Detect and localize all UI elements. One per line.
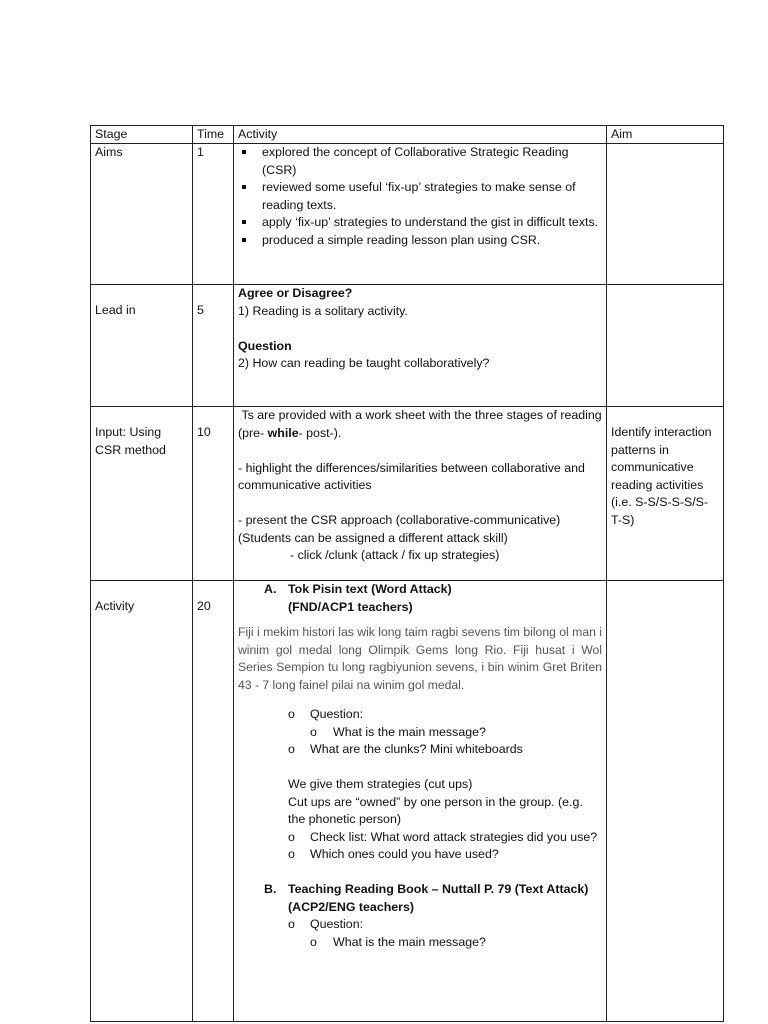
- tok-pisin-passage: Fiji i mekim histori las wik long taim ragbi sevens tim bilong ol man i winim gol medal long Olimpik Gems long Rio. Fiji husat i Wol Series Sempion tu long ragbiyunion sevens, i bin winim Gret Briten 43 - 7 long fainel pilai na winim gol medal.: [238, 625, 602, 692]
- activity-aim: [607, 581, 724, 1022]
- aims-bullet-item: produced a simple reading lesson plan using CSR.: [238, 232, 602, 250]
- o-bullet: o: [288, 707, 295, 721]
- input-line-4: - click /clunk (attack / fix up strategies): [290, 548, 500, 562]
- lead-in-line-2: 2) How can reading be taught collaboratively?: [238, 356, 490, 370]
- input-time: 10: [193, 407, 234, 581]
- section-a-title-text: Tok Pisin text (Word Attack): [288, 582, 452, 596]
- activity-time: 20: [193, 581, 234, 1022]
- o-bullet: o: [310, 724, 317, 739]
- lead-in-activity: [234, 285, 607, 407]
- main-message-question: What is the main message?: [333, 934, 486, 949]
- which-ones-question: Which ones could you have used?: [310, 847, 499, 861]
- agree-disagree-heading: Agree or Disagree?: [238, 286, 353, 300]
- list-item: [238, 916, 602, 934]
- aims-aim: [607, 144, 724, 285]
- question-heading: Question: [238, 338, 292, 353]
- question-label: Question:: [310, 917, 364, 931]
- list-item: [238, 706, 602, 724]
- aims-bullet-item: reviewed some useful ‘fix-up’ strategies to make sense of reading texts.: [238, 179, 602, 214]
- aims-bullet-item: apply ‘fix-up’ strategies to understand the gist in difficult texts.: [238, 214, 602, 232]
- header-row: [91, 126, 724, 144]
- header-stage: Stage: [91, 126, 193, 144]
- o-bullet: o: [288, 742, 295, 756]
- lead-in-aim: [607, 285, 724, 407]
- o-bullet: o: [288, 917, 295, 931]
- o-bullet: o: [310, 934, 317, 949]
- checklist-question: Check list: What word attack strategies did you use?: [310, 829, 598, 844]
- checklist: [238, 829, 602, 864]
- strategies-line-1: We give them strategies (cut ups): [288, 777, 473, 791]
- input-line-1: [238, 407, 606, 442]
- section-b-subtitle: (ACP2/ENG teachers): [288, 899, 415, 914]
- input-activity: [234, 407, 607, 581]
- aims-bullet-item: explored the concept of Collaborative Strategic Reading (CSR): [238, 144, 602, 179]
- input-line-1-post: - post-).: [298, 425, 342, 440]
- header-aim: Aim: [607, 126, 724, 144]
- section-b-title: [238, 881, 602, 899]
- header-activity: Activity: [234, 126, 607, 144]
- section-a-letter: A.: [264, 582, 277, 596]
- input-line-2: - highlight the differences/similarities between collaborative and communicative activities: [238, 460, 585, 492]
- section-a-title: [238, 581, 602, 599]
- activity-row: [91, 581, 724, 1022]
- input-line-3: - present the CSR approach (collaborative-communicative) (Students can be assigned a different attack skill): [238, 513, 561, 545]
- aims-time: 1: [193, 144, 234, 285]
- lesson-plan-table: [90, 125, 724, 1022]
- aims-row: [91, 144, 724, 285]
- aims-stage: Aims: [91, 144, 193, 285]
- input-aim-text: Identify interaction patterns in communicative reading activities (i.e. S-S/S-S-S/S-T-S): [611, 425, 712, 527]
- lead-in-stage: Lead in: [91, 285, 193, 407]
- section-b-questions: [238, 916, 602, 951]
- o-bullet: o: [288, 829, 295, 844]
- aims-bullet-list: [238, 144, 602, 249]
- list-item: [238, 846, 602, 864]
- main-message-question: What is the main message?: [333, 724, 486, 739]
- while-bold: while: [267, 425, 299, 440]
- activity-activity: [234, 581, 607, 1022]
- activity-stage: Activity: [91, 581, 193, 1022]
- lead-in-row: [91, 285, 724, 407]
- aims-activity: [234, 144, 607, 285]
- input-line-1-pre: Ts are provided with a work sheet with the three stages of reading (pre-: [238, 408, 606, 440]
- input-row: [91, 407, 724, 581]
- lead-in-line-1: 1) Reading is a solitary activity.: [238, 303, 408, 318]
- question-label: Question:: [310, 707, 364, 721]
- header-time: Time: [193, 126, 234, 144]
- clunks-question: What are the clunks? Mini whiteboards: [310, 742, 523, 756]
- strategies-line-2: Cut ups are “owned” by one person in the group. (e.g. the phonetic person): [288, 794, 583, 826]
- o-bullet: o: [288, 847, 295, 861]
- section-a-questions: [238, 706, 602, 759]
- section-b-letter: B.: [264, 882, 277, 896]
- list-item: [238, 934, 602, 952]
- section-a-subtitle: (FND/ACP1 teachers): [288, 599, 413, 614]
- input-stage: Input: Using CSR method: [91, 407, 193, 581]
- list-item: [238, 724, 602, 742]
- input-aim: [607, 407, 724, 581]
- lead-in-time: 5: [193, 285, 234, 407]
- list-item: [238, 829, 602, 847]
- section-b-title-text: Teaching Reading Book – Nuttall P. 79 (Text Attack): [288, 882, 589, 896]
- list-item: [238, 741, 602, 759]
